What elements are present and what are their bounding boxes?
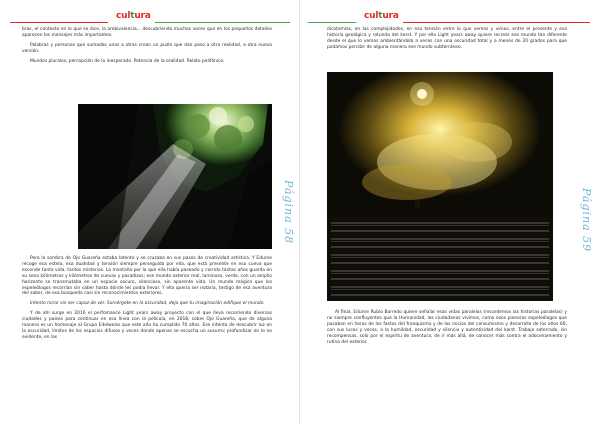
header-rule-green	[308, 22, 356, 23]
footer-rule-blue	[474, 407, 586, 408]
paragraph: Al final, Edurne Rubio Barredo quiere señalar esas vidas paralelas (recordemos las historias paralelas) y no siempre confluyentes que la Humanidad, los ciudadanos vivimos, como esos pioneros espeleólogos que pasaban en horas de los fastos del franquismo y de los inicios del consumismo y desarrollo de los años 60, con sus luces y voces, a la humildad, oscuridad y silencio y autenticidad del karst. Trabajo soterrado, sin recompensas, solo por el espíritu de aventura, de ir más allá, de conocer más contra el adocenamiento y rutina del exterior.	[327, 310, 567, 345]
right-top-text	[327, 27, 567, 55]
footer-rule-red	[310, 407, 350, 408]
logo-part: t	[130, 11, 135, 21]
page-number-58: Página 58	[282, 180, 295, 245]
logo-part: t	[378, 11, 383, 21]
right-page	[300, 0, 600, 424]
paragraph: Palabras y personas que sumadas unas a otras crean un puzle que dan paso a otra realidad, a otra nueva versión.	[22, 42, 272, 54]
page-number-59: Página 59	[580, 188, 593, 253]
paragraph: Y de ahí surge en 2016 el perfomance Light years away proyecto con el que lleva recorriendo diversas ciudades y países para continuar en esa línea con la película, en 2018, sobre Ojo Guareña, que de alguna manera es un homenaje al Grupo Edelweiss que este año ha cumplido 70 años. Ese intento de descubrir luz en la oscuridad, límites de los espacios difusos y voces donde apenas se escucha un susurro; profundizar en lo no evidente, en las	[22, 311, 272, 340]
performance-photo	[327, 72, 553, 301]
logo-part: cul	[364, 11, 379, 21]
cave-light-photo	[78, 104, 272, 249]
paragraph: bras, el contexto en lo que se dice, la ambivalencia... descubriendo muchas veces que en los pequeños detalles aparecen los mensajes más importantes.	[22, 27, 272, 38]
logo-part: ura	[134, 11, 151, 21]
paragraph: Mundos plurales, percepción de lo inesperado. Potencia de la oralidad. Relato polifónico.	[30, 58, 225, 64]
logo-part: cul	[116, 11, 131, 21]
magazine-logo-right	[364, 11, 399, 21]
left-bottom-text	[22, 256, 272, 345]
logo-part: ura	[382, 11, 399, 21]
italic-quote: Intento mirar sin ser capaz de ver. Sumérgete en la oscuridad, deja que tu imaginación edifique el mundo.	[30, 301, 265, 307]
footer-rule-green	[72, 407, 177, 408]
footer-rule-red	[20, 407, 65, 408]
header-rule-red	[10, 22, 108, 23]
cave-light-illustration	[78, 104, 272, 249]
right-bottom-text	[327, 310, 567, 349]
paragraph: dicotomías, en las complejidades, en esa tensión entre lo que vemos y vimos, entre el presente y esa historia geológica y rotunda del karst. Y por ello Light years away quiere recrear ese mundo tan diferente desde el que lo vemos ambientándola a veces con una oscuridad total y a menos de 20 grados para que podamos percibir de alguna manera ese mundo subterráneo.	[327, 27, 567, 50]
header-rule-green	[155, 22, 290, 23]
footer-rule-blue	[184, 407, 284, 408]
theatre-fog-illustration	[327, 72, 553, 301]
left-top-text	[22, 27, 272, 69]
magazine-logo-left	[116, 11, 151, 21]
footer-rule-green	[356, 407, 468, 408]
paragraph: Pero la sombra de Ojo Guareña estaba latente y se cruzaba en sus pasos de creatividad artística. Y Edurne recoge esa estela, esa dualidad y tensión siempre perseguida por ella, que está presente en esa cueva que esconde tanta vida, tantos misterios. La montaña por la que ella había paseado y corrido tantas años guarda en su seno kilómetros y kilómetros de cuevas y pasadizos; ese mundo exterior real, luminoso, verde, con un amplio horizonte se transmutaba en un espacio oscuro, silencioso, sin aparente vida. Un mundo mágico que los espeleólogos recorrían sin saber hasta dónde les podía llevar. Y ella quería ser notaria, testigo de esa aventura del saber, de esa búsqueda casi sin reconocimientos exteriores.	[22, 256, 272, 297]
header-rule-red	[403, 22, 590, 23]
